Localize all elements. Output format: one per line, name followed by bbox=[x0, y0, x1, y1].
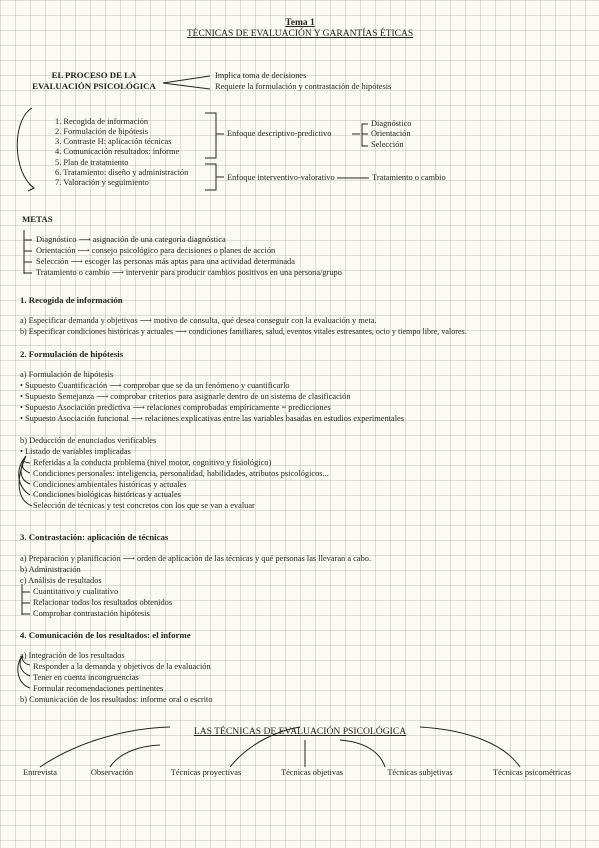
proceso-step: 6. Tratamiento: diseño y administración bbox=[55, 168, 189, 177]
enfoque-descriptivo-item: Diagnóstico bbox=[371, 119, 412, 128]
section-4-title: 4. Comunicación de los resultados: el informe bbox=[20, 630, 191, 640]
proceso-step: 1. Recogida de información bbox=[55, 117, 149, 126]
section-2-title: 2. Formulación de hipótesis bbox=[20, 349, 124, 359]
section-3-line: c) Análisis de resultados bbox=[20, 576, 102, 585]
tecnicas-arc-left bbox=[40, 727, 170, 767]
integracion-item: Responder a la demanda y objetivos de la evaluación bbox=[33, 662, 211, 671]
section-3-line: a) Preparación y planificación ⟶ orden de aplicación de las técnicas y qué personas las llevaran a cabo. bbox=[20, 554, 372, 563]
variable-item: Condiciones ambientales históricas y actuales bbox=[33, 480, 187, 489]
integracion-item: Formular recomendaciones pertinentes bbox=[33, 684, 164, 693]
variable-item: Condiciones biológicas históricas y actuales bbox=[33, 490, 181, 499]
page-subtitle: TÉCNICAS DE EVALUACIÓN Y GARANTÍAS ÉTICAS bbox=[186, 29, 414, 39]
metas-item: Selección ⟶ escoger las personas más aptas para una actividad determinada bbox=[36, 257, 295, 266]
section-1-line: a) Especificar demanda y objetivos ⟶ motivo de consulta, qué desea conseguir con la evaluación y meta. bbox=[20, 316, 377, 325]
tecnica-item: Técnicas proyectivas bbox=[170, 768, 242, 777]
bracket-steps-1-4 bbox=[205, 113, 216, 158]
enfoque-descriptivo-item: Orientación bbox=[371, 129, 411, 138]
hipotesis-a-title: a) Formulación de hipótesis bbox=[20, 370, 114, 379]
proceso-step: 4. Comunicación resultados: informe bbox=[55, 147, 180, 156]
hipotesis-b-title: b) Deducción de enunciados verificables bbox=[20, 436, 157, 445]
variable-last: Selección de técnicas y test concretos con los que se van a evaluar bbox=[33, 501, 255, 510]
page-title: Tema 1 bbox=[285, 18, 315, 28]
bracket-descriptivo bbox=[352, 124, 368, 146]
proceso-note: Implica toma de decisiones bbox=[215, 71, 307, 80]
proceso-step: 5. Plan de tratamiento bbox=[55, 158, 129, 167]
analisis-item: Cuantitativo y cualitativo bbox=[33, 587, 119, 596]
supuesto-item: • Supuesto Asociación funcional ⟶ relaciones explicativas entre las variables basadas en estudios experimentales bbox=[20, 414, 405, 423]
proceso-step: 3. Contraste H: aplicación técnicas bbox=[55, 137, 172, 146]
proceso-curved-arrow bbox=[17, 108, 34, 188]
comunicacion-line: b) Comunicación de los resultados: informe oral o escrito bbox=[20, 695, 213, 704]
tecnicas-title: LAS TÉCNICAS DE EVALUACIÓN PSICOLÓGICA bbox=[193, 726, 407, 737]
proceso-note: Requiere la formulación y contrastación de hipótesis bbox=[215, 82, 392, 91]
enfoque-descriptivo: Enfoque descriptivo-predictivo bbox=[227, 129, 332, 138]
integracion-item: Tener en cuenta incongruencias bbox=[33, 673, 139, 682]
notes-bracket bbox=[163, 76, 210, 89]
section-3-line: b) Administración bbox=[20, 565, 81, 574]
proceso-step: 7. Valoración y seguimiento bbox=[55, 178, 149, 187]
section-1-line: b) Especificar condiciones históricas y actuales ⟶ condiciones familiares, salud, eventos vitales estresantes, ocio y tiempo libre, valores. bbox=[20, 327, 467, 336]
bracket-steps-5-7 bbox=[205, 164, 216, 190]
tecnica-item: Técnicas objetivas bbox=[280, 768, 344, 777]
section-1-title: 1. Recogida de información bbox=[20, 295, 123, 305]
supuesto-item: • Supuesto Asociación predictiva ⟶ relaciones comprobadas empíricamente = predicciones bbox=[20, 403, 331, 412]
section-3-title: 3. Contrastación: aplicación de técnicas bbox=[20, 532, 169, 542]
variables-curls bbox=[19, 456, 32, 506]
tecnica-item: Técnicas subjetivas bbox=[387, 768, 453, 777]
enfoque-interventivo-item: Tratamiento o cambio bbox=[372, 173, 446, 182]
tecnica-item: Observación bbox=[90, 768, 134, 777]
analisis-item: Relacionar todos los resultados obtenidos bbox=[33, 598, 173, 607]
tecnicas-arc-right bbox=[420, 727, 520, 767]
supuesto-item: • Supuesto Semejanza ⟶ comprobar criterios para asignarle dentro de un sistema de clasificación bbox=[20, 392, 351, 401]
proceso-title-line1: EL PROCESO DE LA bbox=[51, 70, 137, 80]
proceso-step: 2. Formulación de hipótesis bbox=[55, 127, 149, 136]
variable-item: Referidas a la conducta problema (nivel motor, cognitivo y fisiológico) bbox=[33, 458, 272, 467]
enfoque-interventivo: Enfoque interventivo-valorativo bbox=[227, 173, 335, 182]
enfoque-descriptivo-item: Selección bbox=[371, 140, 404, 149]
metas-item: Diagnóstico ⟶ asignación de una categoría diagnóstica bbox=[36, 235, 226, 244]
analisis-bracket bbox=[22, 584, 30, 615]
metas-bracket bbox=[24, 230, 32, 274]
variable-item: Condiciones personales: inteligencia, personalidad, habilidades, atributos psicológicos... bbox=[33, 469, 329, 478]
supuesto-item: • Supuesto Cuantificación ⟶ comprobar que se da un fenómeno y cuantificarlo bbox=[20, 381, 290, 390]
proceso-title-line2: EVALUACIÓN PSICOLÓGICA bbox=[32, 81, 156, 91]
metas-item: Tratamiento o cambio ⟶ intervenir para producir cambios positivos en una persona/grupo bbox=[36, 268, 342, 277]
tecnica-item: Técnicas psicométricas bbox=[493, 768, 571, 777]
analisis-item: Comprobar contrastación hipótesis bbox=[33, 609, 150, 618]
integracion-title: a) Integración de los resultados bbox=[20, 651, 125, 660]
metas-item: Orientación ⟶ consejo psicológico para decisiones o planes de acción bbox=[36, 246, 276, 255]
hipotesis-b-sub: • Listado de variables implicadas bbox=[20, 447, 131, 456]
tecnica-item: Entrevista bbox=[23, 768, 57, 777]
metas-title: METAS bbox=[22, 214, 53, 224]
